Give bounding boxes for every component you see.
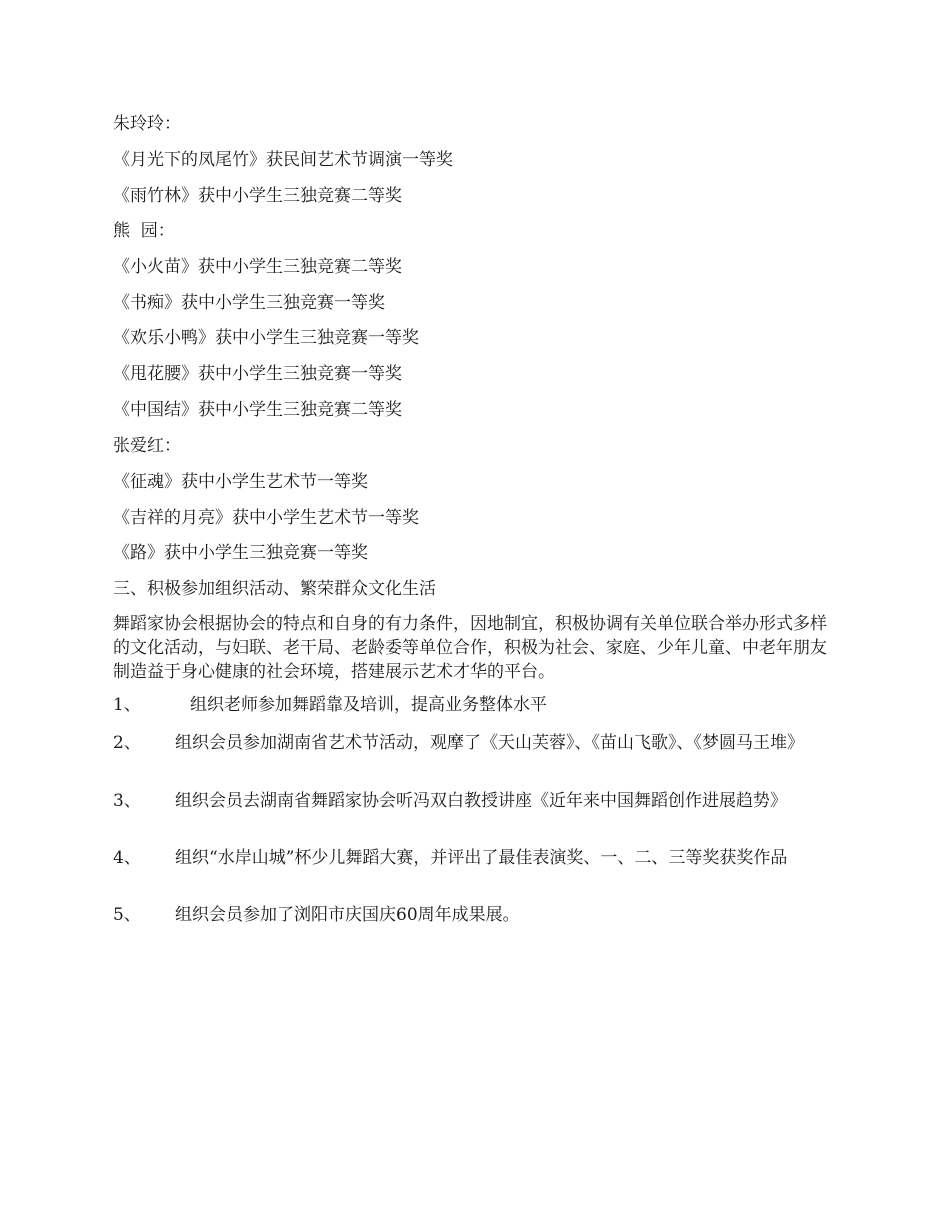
list-item	[113, 846, 838, 870]
award-item: 《欢乐小鸭》获中小学生三独竞赛一等奖	[113, 328, 419, 348]
award-item: 《征魂》获中小学生艺术节一等奖	[113, 472, 368, 492]
list-text: 组织会员去湖南省舞蹈家协会听冯双白教授讲座《近年来中国舞蹈创作进展趋势》	[175, 791, 787, 811]
list-number: 5、	[113, 905, 141, 925]
list-item	[113, 903, 838, 927]
person-name-zhang: 张爱红：	[113, 436, 181, 456]
section-paragraph: 舞蹈家协会根据协会的特点和自身的有力条件，因地制宜，积极协调有关单位联合举办形式多样的文化活动，与妇联、老干局、老龄委等单位合作，积极为社会、家庭、少年儿童、中老年朋友制造益于身心健康的社会环境，搭建展示艺术才华的平台。	[113, 614, 827, 682]
list-text: 组织“水岸山城”杯少儿舞蹈大赛，并评出了最佳表演奖、一、二、三等奖获奖作品	[175, 848, 788, 868]
section-heading: 三、积极参加组织活动、繁荣群众文化生活	[113, 579, 436, 599]
list-text: 组织老师参加舞蹈靠及培训，提高业务整体水平	[190, 695, 547, 715]
list-item	[113, 789, 838, 813]
award-item: 《中国结》获中小学生三独竞赛二等奖	[113, 400, 402, 420]
list-text: 组织会员参加湖南省艺术节活动，观摩了《天山芙蓉》、《苗山飞歌》、《梦圆马王堆》	[175, 733, 804, 753]
list-number: 4、	[113, 848, 141, 868]
list-text: 组织会员参加了浏阳市庆国庆60周年成果展。	[175, 905, 520, 925]
person-name-xiong: 熊 园：	[113, 221, 175, 241]
list-item	[113, 693, 838, 717]
person-name-zhu: 朱玲玲：	[113, 114, 181, 134]
award-item: 《小火苗》获中小学生三独竞赛二等奖	[113, 257, 402, 277]
award-item: 《甩花腰》获中小学生三独竞赛一等奖	[113, 364, 402, 384]
award-item: 《吉祥的月亮》获中小学生艺术节一等奖	[113, 508, 419, 528]
award-item: 《雨竹林》获中小学生三独竞赛二等奖	[113, 186, 402, 206]
award-item: 《路》获中小学生三独竞赛一等奖	[113, 543, 368, 563]
list-item	[113, 731, 838, 755]
list-number: 1、	[113, 695, 141, 715]
award-item: 《月光下的凤尾竹》获民间艺术节调演一等奖	[113, 150, 453, 170]
list-number: 2、	[113, 733, 141, 753]
award-item: 《书痴》获中小学生三独竞赛一等奖	[113, 293, 385, 313]
list-number: 3、	[113, 791, 141, 811]
